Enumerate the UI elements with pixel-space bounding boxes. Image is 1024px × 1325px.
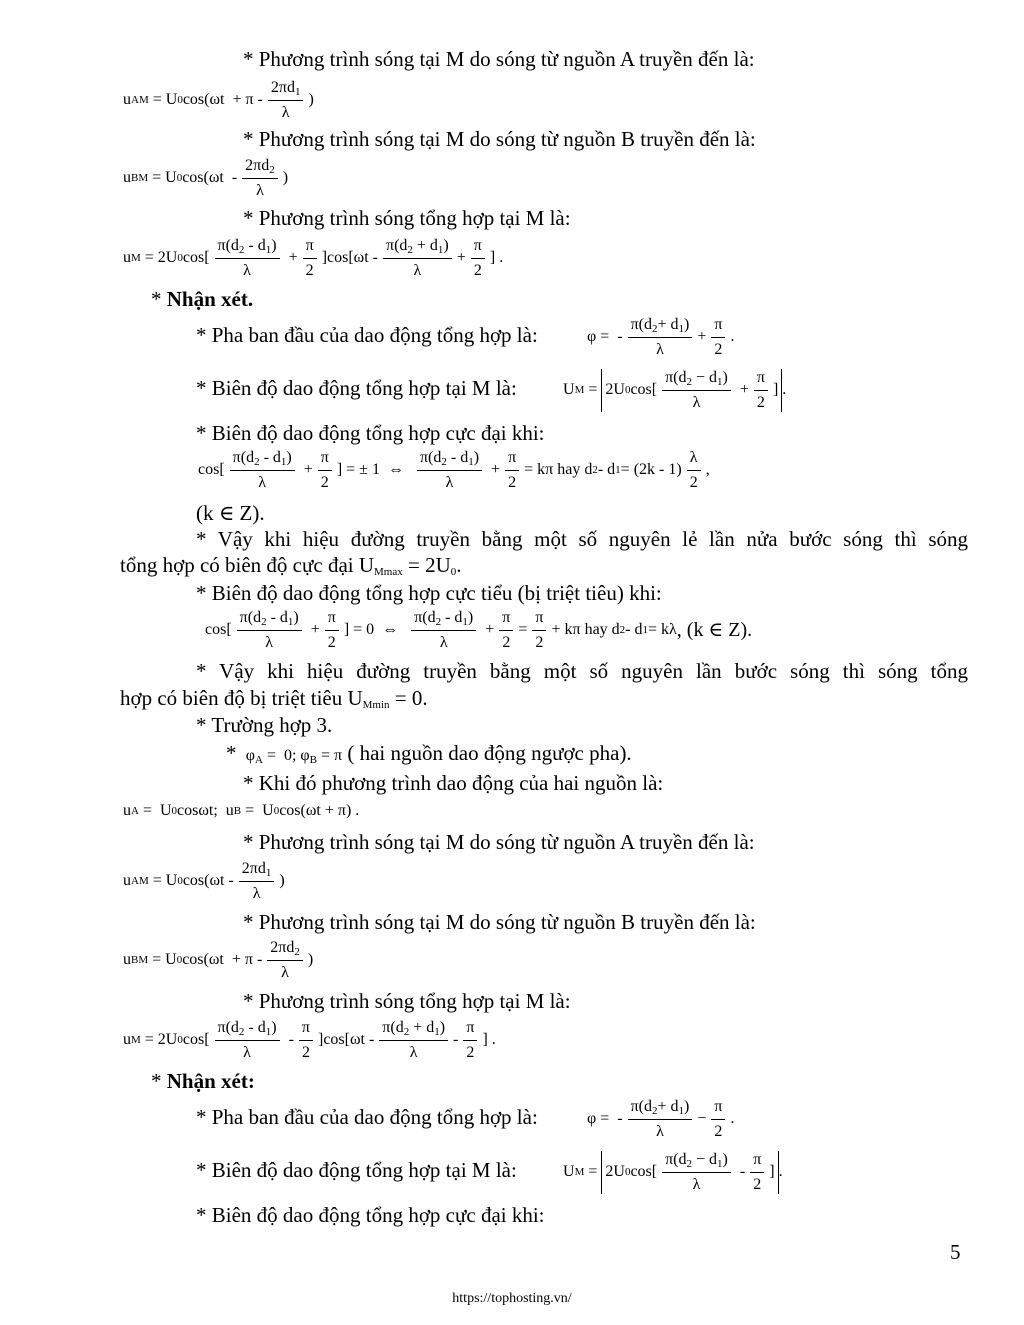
text-line: * Phương trình sóng tại M do sóng từ nguồn A truyền đến là:: [243, 47, 755, 71]
equation-um-1: u M = 2U 0 cos[ $\frac{\pi(d_2 - d_1)}{\lambda}$ + $\frac{\pi}{2}$ ]cos[ωt - $\frac{\pi(d_2 + d_1)}{\lambda}$ + $\frac{\pi}{2}$ ] .: [123, 236, 504, 279]
case-heading: * Trường hợp 3.: [196, 713, 333, 737]
text-line: * Biên độ dao động tổng hợp cực đại khi:: [196, 421, 545, 445]
text-line: * Phương trình sóng tổng hợp tại M là:: [243, 989, 571, 1013]
equation-amplitude-2: U M = 2U 0 cos[ $\frac{\pi(d_2 - d_1)}{\lambda}$ - $\frac{\pi}{2}$ ] .: [563, 1150, 783, 1193]
equation-um-2: u M = 2U 0 cos[ $\frac{\pi(d_2 - d_1)}{\lambda}$ - $\frac{\pi}{2}$ ]cos[ωt - $\frac{\pi(d_2 + d_1)}{\lambda}$ - $\frac{\pi}{2}$ ] .: [123, 1018, 496, 1061]
equation-phase-1: φ = - $\frac{\pi(d_2+ d_1)}{\lambda}$ + $\frac{\pi}{2}$ .: [587, 315, 735, 358]
text-line: * Pha ban đầu của dao động tổng hợp là:: [196, 323, 538, 347]
equation-phase-2: φ = - $\frac{\pi(d_2+ d_1)}{\lambda}$ − $\frac{\pi}{2}$ .: [587, 1097, 735, 1140]
text-line: * Biên độ dao động tổng hợp tại M là:: [196, 1158, 517, 1182]
text-line: hợp có biên độ bị triệt tiêu $U_{Mmin} = 0$.: [120, 686, 428, 711]
text-line: * Phương trình sóng tại M do sóng từ nguồn B truyền đến là:: [243, 910, 756, 934]
text-line: * Vậy khi hiệu đường truyền bằng một số nguyên lẻ lần nửa bước sóng thì sóng: [196, 527, 968, 551]
equation-sources: u A = U 0 cosωt; u B = U 0 cos(ωt + π) .: [123, 802, 360, 819]
footer-url[interactable]: https://tophosting.vn/: [452, 1291, 572, 1306]
equation-min-condition-1: cos[ $\frac{\pi(d_2 - d_1)}{\lambda}$ + $\frac{\pi}{2}$ ] = 0 ⇔ $\frac{\pi(d_2 - d_1)}{\lambda}$ + $\frac{\pi}{2}$ = $\frac{\pi}{2}$ + kπ hay d 2 - d 1 = kλ , (k ∈ Z).: [205, 608, 753, 651]
equation-uam-2: u AM = U 0 cos(ωt - $\frac{2\pi d_1}{\lambda}$ ): [123, 859, 285, 902]
text-line: * Phương trình sóng tổng hợp tại M là:: [243, 206, 571, 230]
text-line: * Biên độ dao động tổng hợp tại M là:: [196, 376, 517, 400]
page-number: 5: [950, 1240, 961, 1264]
text-line: * Vậy khi hiệu đường truyền bằng một số nguyên lần bước sóng thì sóng tổng: [196, 659, 968, 683]
text-line: * Phương trình sóng tại M do sóng từ nguồn A truyền đến là:: [243, 830, 755, 854]
equation-ubm-1: u BM = U 0 cos(ωt - $\frac{2\pi d_2}{\lambda}$ ): [123, 156, 289, 199]
text-line: * Khi đó phương trình dao động của hai nguồn là:: [243, 771, 664, 795]
text-line: * Biên độ dao động tổng hợp cực đại khi:: [196, 1203, 545, 1227]
section-heading: * Nhận xét.: [151, 287, 254, 311]
equation-amplitude-1: U M = 2U 0 cos[ $\frac{\pi(d_2 - d_1)}{\lambda}$ + $\frac{\pi}{2}$ ] .: [563, 368, 787, 411]
text-line: tổng hợp có biên độ cực đại $U_{Mmax} = 2U_0$.: [120, 553, 462, 578]
text-line: * Pha ban đầu của dao động tổng hợp là:: [196, 1105, 538, 1129]
text-line: * Biên độ dao động tổng hợp cực tiểu (bị triệt tiêu) khi:: [196, 581, 662, 605]
equation-ubm-2: u BM = U 0 cos(ωt + π - $\frac{2\pi d_2}{\lambda}$ ): [123, 938, 314, 981]
section-heading: * Nhận xét:: [151, 1069, 255, 1093]
equation-uam-1: u AM = U 0 cos(ωt + π - $\frac{2\pi d_1}{\lambda}$ ): [123, 78, 314, 121]
equation-max-condition-1: cos[ $\frac{\pi(d_2 - d_1)}{\lambda}$ + $\frac{\pi}{2}$ ] = ± 1 ⇔ $\frac{\pi(d_2 - d_1)}{\lambda}$ + $\frac{\pi}{2}$ = kπ hay d 2 - d 1 = (2k - 1) $\frac{\lambda}{2}$ ,: [198, 448, 710, 491]
text-line: (k ∈ Z).: [196, 501, 265, 525]
text-line: * $\varphi_A = 0$; $\varphi_B = \pi$ ( hai nguồn dao động ngược pha).: [226, 741, 632, 766]
text-line: * Phương trình sóng tại M do sóng từ nguồn B truyền đến là:: [243, 127, 756, 151]
